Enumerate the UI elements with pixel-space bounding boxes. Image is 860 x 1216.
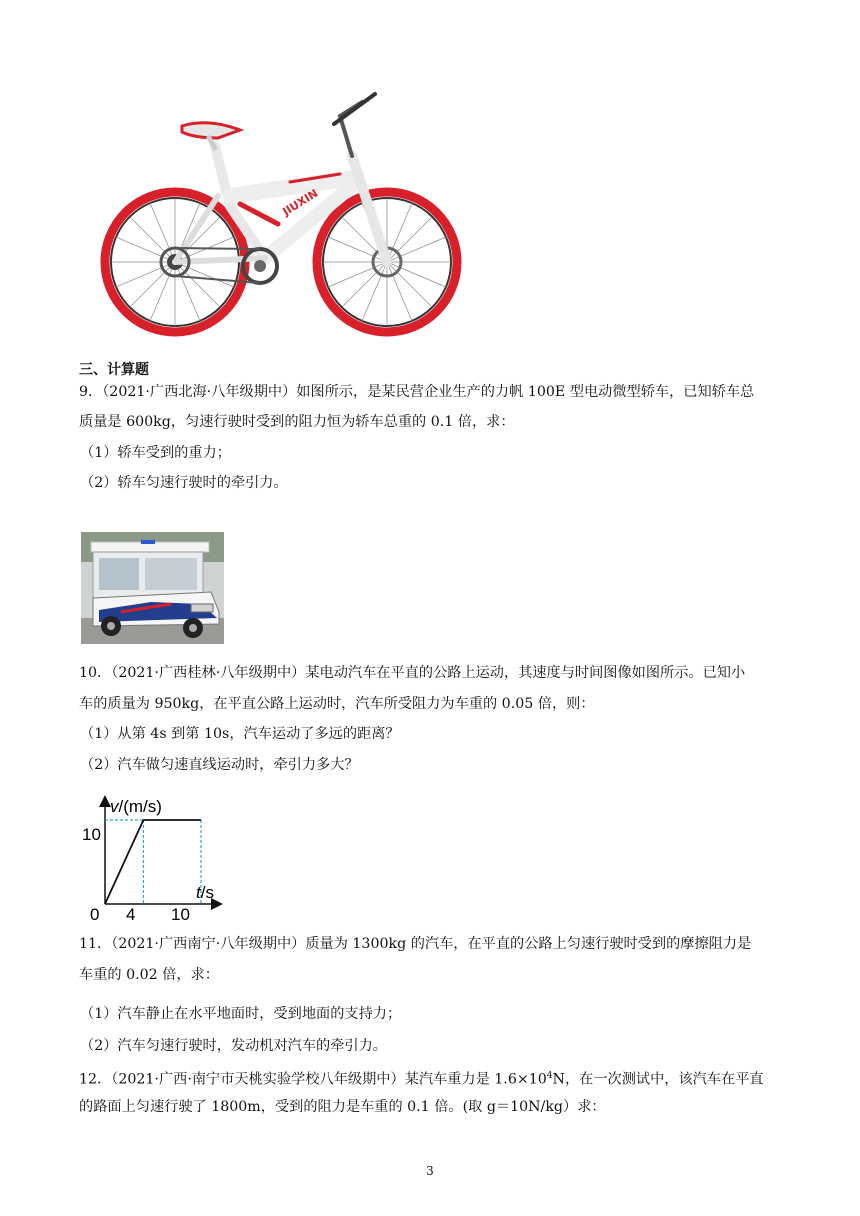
x-tick-10: 10 [171, 905, 190, 924]
section-title: 三、计算题 [79, 362, 149, 378]
x-tick-4: 4 [126, 905, 136, 924]
q11-sub-2: （2）汽车匀速行驶时，发动机对汽车的牵引力。 [80, 1038, 387, 1054]
y-tick-10: 10 [82, 825, 101, 844]
x-axis-label: t/s [196, 883, 214, 902]
q11-line-2: 车重的 0.02 倍，求： [79, 967, 219, 983]
q9-sub-1: （1）轿车受到的重力； [80, 445, 231, 461]
q9-line-1: 9．（2021·广西北海·八年级期中）如图所示，是某民营企业生产的力帆 100E 型电动微型轿车，已知轿车总 [79, 384, 755, 400]
page-number: 3 [426, 1164, 434, 1178]
bicycle-image [90, 86, 468, 342]
q10-sub-1: （1）从第 4s 到第 10s，汽车运动了多远的距离？ [80, 726, 400, 742]
q10-sub-2: （2）汽车做匀速直线运动时，牵引力多大？ [80, 757, 359, 773]
q12-line-2: 的路面上匀速行驶了 1800m，受到的阻力是车重的 0.1 倍。(取 g＝10N/kg）求： [79, 1099, 606, 1115]
q10-line-1: 10．（2021·广西桂林·八年级期中）某电动汽车在平直的公路上运动，其速度与时间图像如图所示。已知小 [79, 665, 746, 681]
q9-line-2: 质量是 600kg，匀速行驶时受到的阻力恒为轿车总重的 0.1 倍，求： [79, 414, 515, 430]
velocity-time-graph [80, 788, 230, 926]
q11-sub-1: （1）汽车静止在水平地面时，受到地面的支持力； [80, 1006, 402, 1022]
y-axis-label: v/(m/s) [110, 797, 162, 816]
velocity-line [105, 820, 201, 904]
q9-sub-2: （2）轿车匀速行驶时的牵引力。 [80, 475, 288, 491]
electric-car-image [81, 532, 224, 644]
origin-label: 0 [90, 905, 100, 924]
q12-line-1: 12．（2021·广西·南宁市天桃实验学校八年级期中）某汽车重力是 $1.6\times 10^4N$，在一次测试中，该汽车在平直 [79, 1071, 764, 1088]
svg-text:JIUXIN: JIUXIN [280, 186, 321, 219]
q11-line-1: 11．（2021·广西南宁·八年级期中）质量为 1300kg 的汽车，在平直的公路上匀速行驶时受到的摩擦阻力是 [79, 936, 752, 952]
q10-line-2: 车的质量为 950kg，在平直公路上运动时，汽车所受阻力为车重的 0.05 倍，则： [79, 696, 595, 712]
